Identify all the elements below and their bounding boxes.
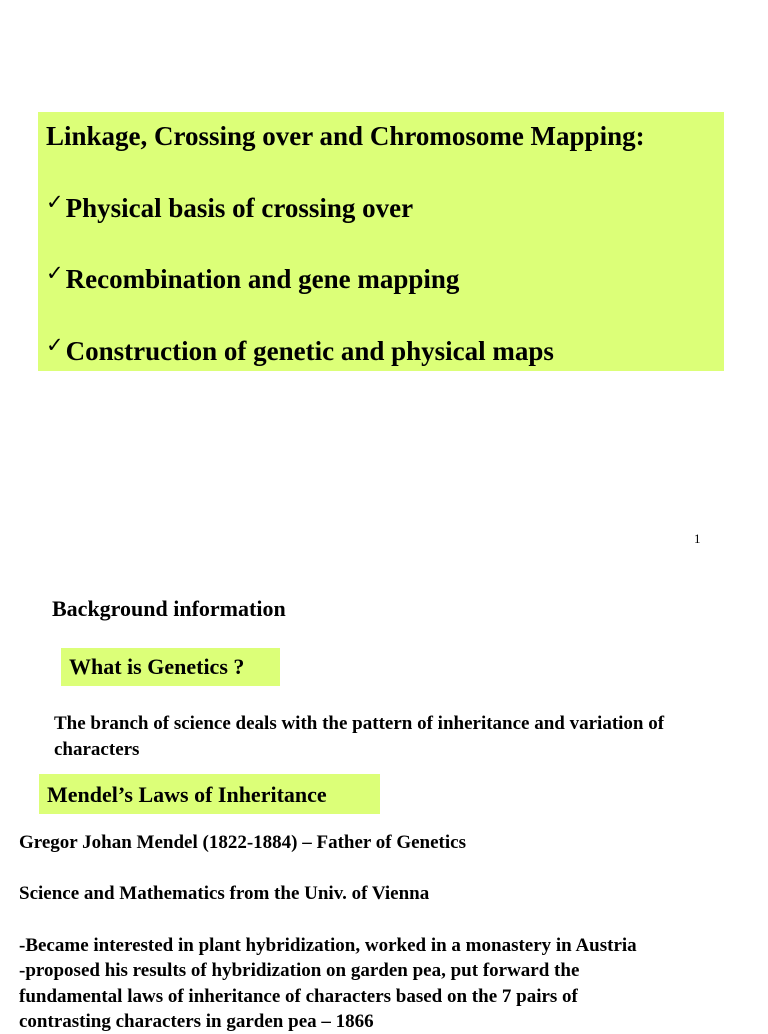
title-item-2: ✓Recombination and gene mapping: [46, 263, 459, 295]
title-item-1: ✓Physical basis of crossing over: [46, 192, 413, 224]
title-item-3: ✓Construction of genetic and physical maps: [46, 335, 554, 367]
mendel-line-1: Gregor Johan Mendel (1822-1884) – Father of Genetics: [19, 832, 466, 853]
mendel-heading-box: [39, 774, 380, 814]
checkmark-icon: ✓: [46, 190, 64, 214]
mendel-line-6: contrasting characters in garden pea – 1866: [19, 1011, 374, 1032]
genetics-question: What is Genetics ?: [69, 654, 245, 679]
page-number: 1: [694, 531, 701, 546]
mendel-line-5: fundamental laws of inheritance of characters based on the 7 pairs of: [19, 986, 578, 1007]
genetics-definition: The branch of science deals with the pattern of inheritance and variation of characters: [54, 713, 665, 760]
background-heading: Background information: [52, 596, 286, 621]
checkmark-icon: ✓: [46, 333, 64, 357]
mendel-heading: Mendel’s Laws of Inheritance: [47, 782, 327, 807]
mendel-line-4: -proposed his results of hybridization on garden pea, put forward the: [19, 960, 580, 981]
genetics-question-box: [61, 648, 280, 686]
title-box: [38, 112, 724, 371]
mendel-line-2: Science and Mathematics from the Univ. of Vienna: [19, 883, 430, 904]
checkmark-icon: ✓: [46, 261, 64, 285]
mendel-line-3: -Became interested in plant hybridization, worked in a monastery in Austria: [19, 935, 637, 956]
title-heading: Linkage, Crossing over and Chromosome Mapping:: [46, 121, 645, 151]
